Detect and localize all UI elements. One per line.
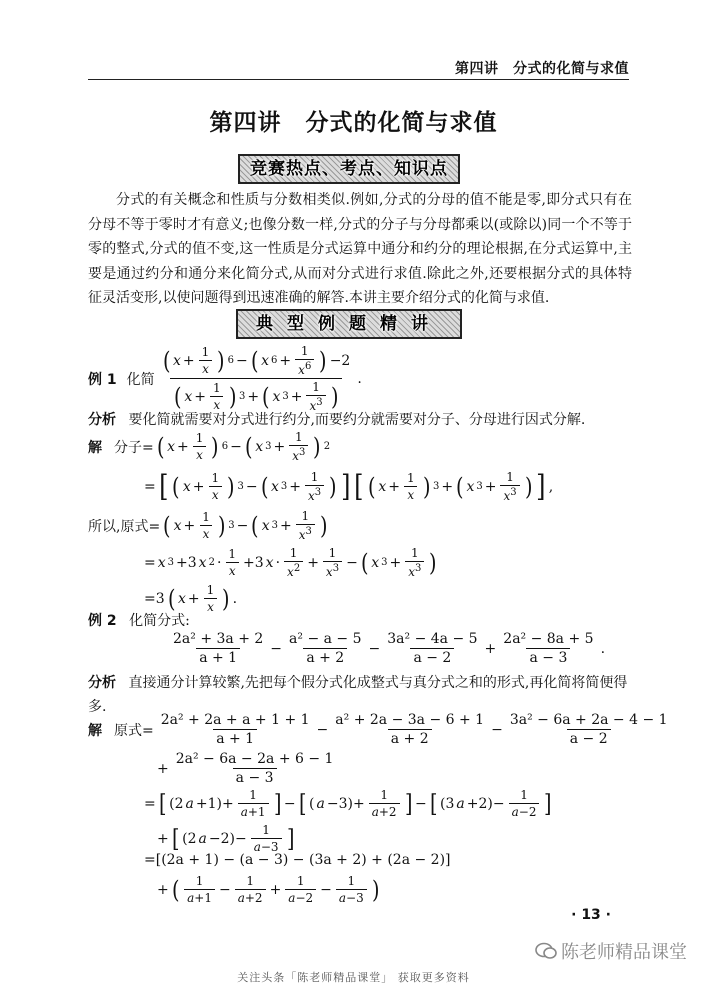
example-1-solution-label: 解 <box>88 439 102 456</box>
example-1-solution-line-5: =3 ( x + $\frac{1}{x}$ ) . <box>144 583 238 614</box>
example-2-analysis: 分析 直接通分计算较繁,先把每个假分式化成整式与真分式之和的形式,再化简将简便得多. <box>88 675 628 715</box>
footer-note: 关注头条「陈老师精品课堂」 获取更多资料 <box>237 971 470 984</box>
example-2-label: 例 2 <box>88 613 117 629</box>
example-1-solution-line-4: = x 3 +3 x 2 · $\frac{1}{x}$ +3 x · $\frac{1}{x^2}$ + $\frac{1}{x^3}$ − ( x 3 + $\frac{1}{x^3}$ ) <box>144 546 437 579</box>
example-2-solution-label: 解 <box>88 722 102 739</box>
example-2-solution-line-2: + $\frac{\text{2a² − 6a − 2a + 6 − 1}}{a - 3}$ <box>157 751 334 786</box>
example-2-solution-line-5: =[(2a + 1) − (a − 3) − (3a + 2) + (2a − 2)] <box>144 852 451 868</box>
example-1-solution-line-1: 解 分子= ( x + $\frac{1}{x}$ ) 6 − ( x 3 + $\frac{1}{x^3}$ ) 2 <box>88 430 331 463</box>
example-1-solution-line-2: = [ ( x + $\frac{1}{x}$ ) 3 − ( x 3 + $\frac{1}{x^3}$ ) ] [ ( x + $\frac{1}{x}$ ) 3 + ( x 3 + $\frac{1}{x^3}$ ) ] , <box>144 468 554 504</box>
chat-bubble-icon <box>535 941 557 961</box>
running-head: 第四讲 分式的化简与求值 <box>455 61 629 77</box>
example-2-solution-line-4: + [ (2 a −2)− $\frac{1}{a-3}$ ] <box>157 823 294 854</box>
example-2-solution-line-6: + ( $\frac{1}{a+1}$ − $\frac{1}{a+2}$ + $\frac{1}{a-2}$ − $\frac{1}{a-3}$ ) <box>157 874 380 905</box>
example-2-solution-line-1: 解 原式= $\frac{\text{2a² + 2a + a + 1 + 1}}{a + 1}$ − $\frac{\text{a² + 2a − 3a − 6 + 1}}{a + 2}$ − $\frac{\text{3a² − 6a + 2a − 4 − 1}}{a - 2}$ <box>88 712 668 747</box>
example-1-solution-line-3: 所以,原式= ( x + $\frac{1}{x}$ ) 3 − ( x 3 + $\frac{1}{x^3}$ ) <box>88 509 328 542</box>
example-1-expression: ( x + $\frac{1}{x}$ ) 6 − ( x 6 + $\frac{1}{x^6}$ ) −2 ( x + $\frac{1}{x}$ ) 3 + ( x 3 + $\frac{1}{x^3}$ ) <box>162 344 351 413</box>
intro-paragraph: 分式的有关概念和性质与分数相类似.例如,分式的分母的值不能是零,即分式只有在分母不等于零时才有意义;也像分数一样,分式的分子与分母都乘以(或除以)同一个不等于零的整式,分式的值不变,这一性质是分式运算中通分和约分的理论根据,在分式运算中,主要是通过约分和通分来化简分式,从而对分式进行求值.除此之外,还要根据分式的具体特征灵活变形,以使问题得到迅速准确的解答.本讲主要介绍分式的化简与求值. <box>88 192 632 306</box>
example-2-solution-line-3: = [ (2 a +1)+ $\frac{1}{a+1}$ ] − [ ( a −3)+ $\frac{1}{a+2}$ ] − [ (3 a +2)− $\frac{1}{a-2}$ ] <box>144 788 552 819</box>
example-2-statement: 例 2 化简分式: <box>88 613 190 629</box>
example-1-prompt: 化简 <box>126 371 155 388</box>
section-banner-examples: 典型例题精讲 <box>236 309 462 339</box>
example-1-analysis: 分析 要化简就需要对分式进行约分,而要约分就需要对分子、分母进行因式分解. <box>88 412 586 428</box>
example-1-statement: 例 1 化简 ( x + $\frac{1}{x}$ ) 6 − ( x 6 + $\frac{1}{x^6}$ ) −2 ( x + $\frac{1}{x}$ ) 3 + ( x 3 + $\frac{1}{x^3}$ ) . <box>88 344 362 413</box>
watermark-text: 陈老师精品课堂 <box>561 942 687 963</box>
section-banner-topics: 竞赛热点、考点、知识点 <box>238 154 460 184</box>
example-2-expression: $\frac{\text{2a² + 3a + 2}}{a + 1}$ − $\frac{\text{a² − a − 5}}{a + 2}$ − $\frac{\text{3a² − 4a − 5}}{a - 2}$ + $\frac{\text{2a² − 8a + 5}}{a - 3}$ . <box>173 631 606 666</box>
watermark <box>535 938 687 964</box>
page-number: · 13 · <box>571 907 611 923</box>
header-rule <box>88 79 629 80</box>
example-1-label: 例 1 <box>88 371 117 388</box>
chapter-title: 第四讲 分式的化简与求值 <box>209 110 498 136</box>
